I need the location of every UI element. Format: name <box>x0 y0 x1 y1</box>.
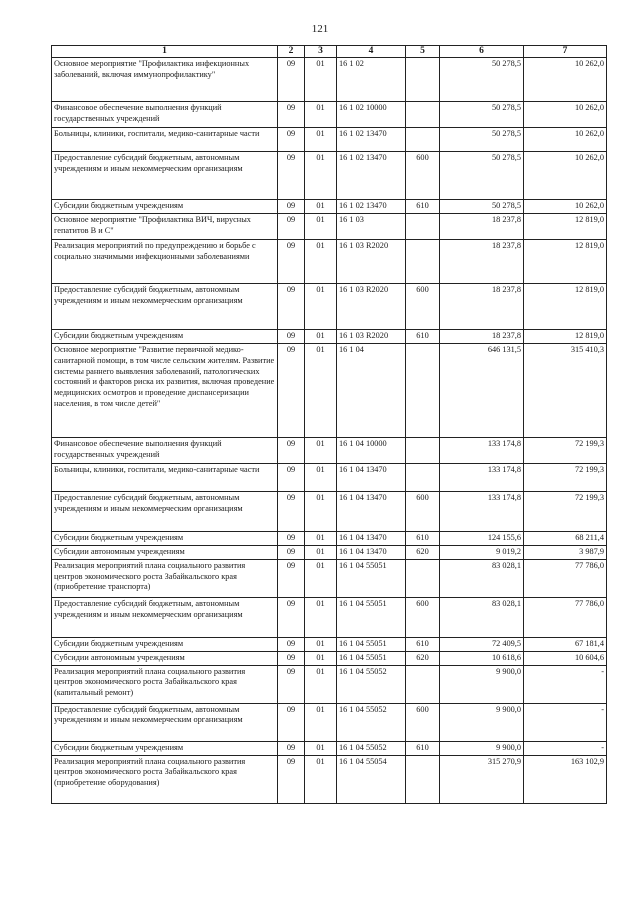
target-article-code: 16 1 02 10000 <box>337 102 406 128</box>
subsection-code: 01 <box>305 200 337 214</box>
section-code: 09 <box>278 438 305 464</box>
target-article-code: 16 1 03 <box>337 214 406 240</box>
column-header: 7 <box>524 46 607 58</box>
amount-col7: 72 199,3 <box>524 438 607 464</box>
amount-col6: 9 900,0 <box>440 703 524 741</box>
table-row <box>52 492 607 532</box>
amount-col7: 10 262,0 <box>524 58 607 102</box>
row-name: Реализация мероприятий по предупреждению и борьбе с социально значимыми инфекционными заболеваниями <box>52 240 278 284</box>
row-name: Субсидии автономным учреждениям <box>52 546 278 560</box>
expense-type-code: 620 <box>406 546 440 560</box>
column-header: 4 <box>337 46 406 58</box>
target-article-code: 16 1 04 55052 <box>337 703 406 741</box>
target-article-code: 16 1 03 R2020 <box>337 284 406 330</box>
subsection-code: 01 <box>305 532 337 546</box>
section-code: 09 <box>278 637 305 651</box>
amount-col7: 12 819,0 <box>524 330 607 344</box>
expense-type-code <box>406 559 440 597</box>
table-row <box>52 200 607 214</box>
amount-col6: 50 278,5 <box>440 128 524 152</box>
subsection-code: 01 <box>305 438 337 464</box>
row-name: Основное мероприятие "Профилактика инфекционных заболеваний, включая иммунопрофилактику" <box>52 58 278 102</box>
section-code: 09 <box>278 152 305 200</box>
row-name: Основное мероприятие "Профилактика ВИЧ, вирусных гепатитов В и С" <box>52 214 278 240</box>
expense-type-code <box>406 665 440 703</box>
target-article-code: 16 1 04 55052 <box>337 741 406 755</box>
expense-type-code <box>406 128 440 152</box>
amount-col7: 10 262,0 <box>524 128 607 152</box>
target-article-code: 16 1 04 13470 <box>337 546 406 560</box>
target-article-code: 16 1 02 13470 <box>337 128 406 152</box>
amount-col6: 72 409,5 <box>440 637 524 651</box>
row-name: Реализация мероприятий плана социального развития центров экономического роста Забайкальского края (капитальный ремонт) <box>52 665 278 703</box>
row-name: Больницы, клиники, госпитали, медико-санитарные части <box>52 464 278 492</box>
table-row <box>52 703 607 741</box>
table-row <box>52 214 607 240</box>
section-code: 09 <box>278 200 305 214</box>
table-row <box>52 559 607 597</box>
section-code: 09 <box>278 214 305 240</box>
row-name: Предоставление субсидий бюджетным, автономным учреждениям и иным некоммерческим организациям <box>52 492 278 532</box>
section-code: 09 <box>278 546 305 560</box>
amount-col6: 18 237,8 <box>440 240 524 284</box>
expense-type-code: 600 <box>406 703 440 741</box>
amount-col6: 18 237,8 <box>440 330 524 344</box>
table-row <box>52 546 607 560</box>
subsection-code: 01 <box>305 152 337 200</box>
subsection-code: 01 <box>305 58 337 102</box>
amount-col7: 12 819,0 <box>524 214 607 240</box>
target-article-code: 16 1 04 13470 <box>337 492 406 532</box>
table-row <box>52 637 607 651</box>
expense-type-code: 610 <box>406 532 440 546</box>
expense-type-code: 620 <box>406 651 440 665</box>
expense-type-code <box>406 240 440 284</box>
target-article-code: 16 1 04 13470 <box>337 532 406 546</box>
header-row <box>52 46 607 58</box>
row-name: Предоставление субсидий бюджетным, автономным учреждениям и иным некоммерческим организациям <box>52 284 278 330</box>
amount-col7: 67 181,4 <box>524 637 607 651</box>
subsection-code: 01 <box>305 240 337 284</box>
section-code: 09 <box>278 597 305 637</box>
amount-col6: 10 618,6 <box>440 651 524 665</box>
section-code: 09 <box>278 755 305 803</box>
subsection-code: 01 <box>305 492 337 532</box>
expense-type-code <box>406 58 440 102</box>
subsection-code: 01 <box>305 637 337 651</box>
table-row <box>52 102 607 128</box>
column-header: 5 <box>406 46 440 58</box>
table-row <box>52 152 607 200</box>
row-name: Финансовое обеспечение выполнения функций государственных учреждений <box>52 102 278 128</box>
table-row <box>52 597 607 637</box>
row-name: Предоставление субсидий бюджетным, автономным учреждениям и иным некоммерческим организациям <box>52 152 278 200</box>
target-article-code: 16 1 03 R2020 <box>337 240 406 284</box>
subsection-code: 01 <box>305 597 337 637</box>
subsection-code: 01 <box>305 559 337 597</box>
section-code: 09 <box>278 128 305 152</box>
expense-type-code: 600 <box>406 597 440 637</box>
amount-col6: 83 028,1 <box>440 597 524 637</box>
subsection-code: 01 <box>305 344 337 438</box>
expense-type-code: 600 <box>406 152 440 200</box>
budget-table <box>51 45 607 804</box>
amount-col7: 77 786,0 <box>524 559 607 597</box>
subsection-code: 01 <box>305 651 337 665</box>
row-name: Субсидии бюджетным учреждениям <box>52 200 278 214</box>
section-code: 09 <box>278 330 305 344</box>
section-code: 09 <box>278 464 305 492</box>
row-name: Реализация мероприятий плана социального развития центров экономического роста Забайкальского края (приобретение оборудования) <box>52 755 278 803</box>
amount-col6: 50 278,5 <box>440 200 524 214</box>
table-row <box>52 741 607 755</box>
target-article-code: 16 1 04 55054 <box>337 755 406 803</box>
target-article-code: 16 1 04 <box>337 344 406 438</box>
amount-col7: 12 819,0 <box>524 284 607 330</box>
subsection-code: 01 <box>305 214 337 240</box>
section-code: 09 <box>278 344 305 438</box>
amount-col6: 646 131,5 <box>440 344 524 438</box>
target-article-code: 16 1 04 55052 <box>337 665 406 703</box>
row-name: Основное мероприятие "Развитие первичной медико-санитарной помощи, в том числе сельским жителям. Развитие системы раннего выявления заболеваний, патологических состояний и факторов риска их развития, включая проведение медицинских осмотров и проведение диспансеризации населения, в том числе детей" <box>52 344 278 438</box>
subsection-code: 01 <box>305 703 337 741</box>
amount-col7: 77 786,0 <box>524 597 607 637</box>
amount-col7: 10 262,0 <box>524 102 607 128</box>
expense-type-code: 610 <box>406 200 440 214</box>
row-name: Субсидии бюджетным учреждениям <box>52 637 278 651</box>
section-code: 09 <box>278 741 305 755</box>
table-row <box>52 532 607 546</box>
amount-col6: 50 278,5 <box>440 102 524 128</box>
row-name: Субсидии автономным учреждениям <box>52 651 278 665</box>
target-article-code: 16 1 04 55051 <box>337 637 406 651</box>
amount-col7: 12 819,0 <box>524 240 607 284</box>
expense-type-code: 600 <box>406 492 440 532</box>
amount-col6: 133 174,8 <box>440 492 524 532</box>
expense-type-code: 610 <box>406 637 440 651</box>
table-row <box>52 128 607 152</box>
row-name: Субсидии бюджетным учреждениям <box>52 741 278 755</box>
section-code: 09 <box>278 284 305 330</box>
subsection-code: 01 <box>305 284 337 330</box>
subsection-code: 01 <box>305 665 337 703</box>
subsection-code: 01 <box>305 102 337 128</box>
column-header: 2 <box>278 46 305 58</box>
section-code: 09 <box>278 492 305 532</box>
section-code: 09 <box>278 58 305 102</box>
target-article-code: 16 1 04 10000 <box>337 438 406 464</box>
row-name: Субсидии бюджетным учреждениям <box>52 532 278 546</box>
amount-col6: 50 278,5 <box>440 58 524 102</box>
table-row <box>52 438 607 464</box>
table-row <box>52 665 607 703</box>
target-article-code: 16 1 04 55051 <box>337 597 406 637</box>
amount-col6: 50 278,5 <box>440 152 524 200</box>
section-code: 09 <box>278 665 305 703</box>
section-code: 09 <box>278 240 305 284</box>
amount-col6: 9 019,2 <box>440 546 524 560</box>
subsection-code: 01 <box>305 546 337 560</box>
column-header: 3 <box>305 46 337 58</box>
amount-col6: 83 028,1 <box>440 559 524 597</box>
expense-type-code <box>406 214 440 240</box>
row-name: Финансовое обеспечение выполнения функций государственных учреждений <box>52 438 278 464</box>
table-row <box>52 651 607 665</box>
amount-col7: 3 987,9 <box>524 546 607 560</box>
section-code: 09 <box>278 559 305 597</box>
subsection-code: 01 <box>305 741 337 755</box>
amount-col7: - <box>524 703 607 741</box>
expense-type-code <box>406 755 440 803</box>
subsection-code: 01 <box>305 464 337 492</box>
amount-col7: 68 211,4 <box>524 532 607 546</box>
page-number: 121 <box>311 23 329 35</box>
section-code: 09 <box>278 651 305 665</box>
amount-col7: 315 410,3 <box>524 344 607 438</box>
amount-col7: - <box>524 665 607 703</box>
table-row <box>52 58 607 102</box>
amount-col6: 18 237,8 <box>440 284 524 330</box>
row-name: Предоставление субсидий бюджетным, автономным учреждениям и иным некоммерческим организациям <box>52 597 278 637</box>
amount-col7: - <box>524 741 607 755</box>
amount-col6: 9 900,0 <box>440 665 524 703</box>
table-row <box>52 284 607 330</box>
table-row <box>52 344 607 438</box>
target-article-code: 16 1 02 <box>337 58 406 102</box>
expense-type-code <box>406 344 440 438</box>
target-article-code: 16 1 04 55051 <box>337 651 406 665</box>
target-article-code: 16 1 03 R2020 <box>337 330 406 344</box>
row-name: Предоставление субсидий бюджетным, автономным учреждениям и иным некоммерческим организациям <box>52 703 278 741</box>
section-code: 09 <box>278 532 305 546</box>
section-code: 09 <box>278 703 305 741</box>
target-article-code: 16 1 02 13470 <box>337 200 406 214</box>
row-name: Реализация мероприятий плана социального развития центров экономического роста Забайкальского края (приобретение транспорта) <box>52 559 278 597</box>
amount-col6: 133 174,8 <box>440 464 524 492</box>
row-name: Субсидии бюджетным учреждениям <box>52 330 278 344</box>
table-row <box>52 330 607 344</box>
row-name: Больницы, клиники, госпитали, медико-санитарные части <box>52 128 278 152</box>
expense-type-code: 610 <box>406 330 440 344</box>
amount-col6: 9 900,0 <box>440 741 524 755</box>
amount-col7: 10 262,0 <box>524 200 607 214</box>
amount-col6: 18 237,8 <box>440 214 524 240</box>
subsection-code: 01 <box>305 755 337 803</box>
expense-type-code: 600 <box>406 284 440 330</box>
subsection-code: 01 <box>305 128 337 152</box>
amount-col7: 72 199,3 <box>524 492 607 532</box>
amount-col6: 124 155,6 <box>440 532 524 546</box>
expense-type-code <box>406 102 440 128</box>
subsection-code: 01 <box>305 330 337 344</box>
target-article-code: 16 1 02 13470 <box>337 152 406 200</box>
table-row <box>52 240 607 284</box>
column-header: 1 <box>52 46 278 58</box>
section-code: 09 <box>278 102 305 128</box>
amount-col6: 315 270,9 <box>440 755 524 803</box>
amount-col7: 163 102,9 <box>524 755 607 803</box>
amount-col6: 133 174,8 <box>440 438 524 464</box>
expense-type-code <box>406 464 440 492</box>
target-article-code: 16 1 04 13470 <box>337 464 406 492</box>
amount-col7: 72 199,3 <box>524 464 607 492</box>
expense-type-code: 610 <box>406 741 440 755</box>
amount-col7: 10 604,6 <box>524 651 607 665</box>
table-row <box>52 755 607 803</box>
expense-type-code <box>406 438 440 464</box>
target-article-code: 16 1 04 55051 <box>337 559 406 597</box>
table-row <box>52 464 607 492</box>
column-header: 6 <box>440 46 524 58</box>
amount-col7: 10 262,0 <box>524 152 607 200</box>
